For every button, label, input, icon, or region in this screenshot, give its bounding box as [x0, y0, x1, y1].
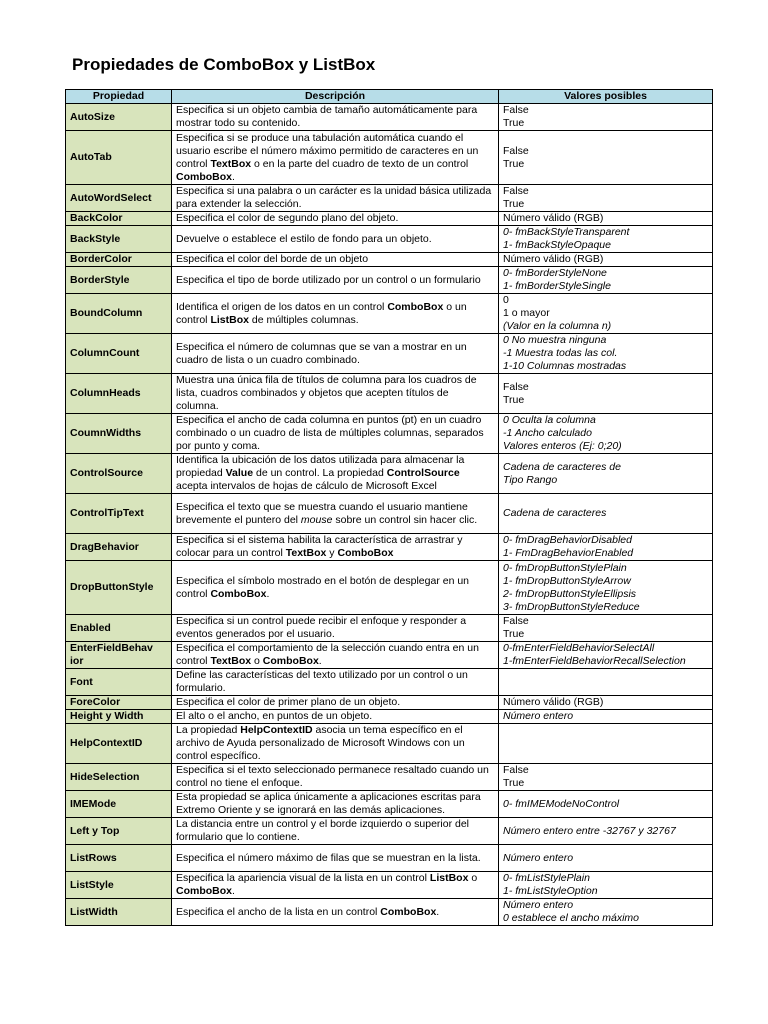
description-text: ControlSource [386, 467, 460, 479]
description-text: TextBox [210, 655, 252, 667]
value-line: 0-fmEnterFieldBehaviorSelectAll [503, 642, 655, 654]
table-row [66, 494, 713, 534]
description-text: ComboBox [176, 885, 232, 897]
property-values [499, 294, 713, 334]
value-line: False [503, 615, 529, 627]
value-line: True [503, 117, 525, 129]
value-line: True [503, 157, 525, 170]
description-text: . [232, 170, 235, 183]
property-description [172, 696, 499, 710]
value-line: True [503, 777, 525, 789]
property-description [172, 253, 499, 267]
value-line: True [503, 198, 525, 210]
property-description [172, 131, 499, 185]
value-line: 1- FmDragBehaviorEnabled [503, 547, 634, 559]
property-values [499, 534, 713, 561]
description-text: Especifica el número máximo de filas que se muestran en la lista. [176, 851, 481, 864]
value-line: 0- fmListStylePlain [503, 872, 590, 884]
property-description [172, 764, 499, 791]
value-line: 0- fmBorderStyleNone [503, 267, 607, 279]
table-row [66, 872, 713, 899]
description-text: ComboBox [210, 587, 267, 600]
value-line: True [503, 393, 525, 406]
value-line: 0 Oculta la columna [503, 414, 596, 426]
property-name: Font [66, 669, 172, 696]
value-line: 0- fmBackStyleTransparent [503, 226, 630, 238]
property-description [172, 845, 499, 872]
value-line: 0- fmDragBehaviorDisabled [503, 534, 632, 546]
description-text: Especifica el color de primer plano de un objeto. [176, 696, 401, 708]
table-row [66, 131, 713, 185]
description-text: Devuelve o establece el estilo de fondo para un objeto. [176, 232, 432, 245]
property-name: BackColor [66, 212, 172, 226]
description-text: TextBox [210, 157, 252, 170]
value-line: 0 [503, 294, 509, 306]
property-name: CoumnWidths [66, 414, 172, 454]
value-line: Número válido (RGB) [503, 212, 604, 224]
header-valores: Valores posibles [499, 90, 713, 104]
property-values [499, 845, 713, 872]
table-row [66, 561, 713, 615]
description-text: Muestra una única fila de títulos de columna para los cuadros de lista, cuadros combinados y objetos que acepten títulos de columna. [176, 374, 477, 412]
property-values [499, 710, 713, 724]
property-values [499, 899, 713, 926]
description-text: Identifica el origen de los datos en un control [176, 300, 388, 313]
property-values [499, 267, 713, 294]
property-name: ControlTipText [66, 494, 172, 534]
value-line: Cadena de caracteres de [503, 460, 621, 473]
description-text: . [266, 587, 270, 600]
description-text: o en la parte del cuadro de texto de un control [251, 157, 469, 170]
description-text: Especifica el texto que se muestra cuando el usuario mantiene brevemente el puntero del [176, 500, 468, 526]
property-name: BoundColumn [66, 294, 172, 334]
table-row [66, 724, 713, 764]
description-text: . [232, 885, 235, 897]
property-values [499, 615, 713, 642]
property-values [499, 212, 713, 226]
property-name: ListWidth [66, 899, 172, 926]
property-name: ControlSource [66, 454, 172, 494]
value-line: False [503, 764, 529, 776]
table-row [66, 267, 713, 294]
value-line: Tipo Rango [503, 473, 558, 486]
value-line: 1 o mayor [503, 307, 550, 319]
property-name: AutoTab [66, 131, 172, 185]
property-name: IMEMode [66, 791, 172, 818]
property-values [499, 226, 713, 253]
description-text: ListBox [210, 313, 249, 326]
description-text: Identifica la ubicación de los datos utilizada para almacenar la propiedad [176, 454, 465, 479]
property-description [172, 212, 499, 226]
property-description [172, 818, 499, 845]
table-row [66, 615, 713, 642]
property-description [172, 899, 499, 926]
value-line: False [503, 380, 529, 393]
property-description [172, 669, 499, 696]
property-description [172, 104, 499, 131]
property-name: DropButtonStyle [66, 561, 172, 615]
value-line: 1-fmEnterFieldBehaviorRecallSelection [503, 655, 686, 667]
table-row [66, 696, 713, 710]
value-line: 1-10 Columnas mostradas [503, 360, 627, 372]
property-description [172, 494, 499, 534]
property-values [499, 764, 713, 791]
property-values [499, 669, 713, 696]
property-name: DragBehavior [66, 534, 172, 561]
description-text: Especifica si una palabra o un carácter es la unidad básica utilizada para extender la selección. [176, 185, 492, 210]
property-values [499, 642, 713, 669]
header-propiedad: Propiedad [66, 90, 172, 104]
property-name: Enabled [66, 615, 172, 642]
description-text: ComboBox [337, 547, 394, 559]
description-text: Especifica si el sistema habilita la característica de arrastrar y colocar para un control [176, 534, 463, 559]
description-text: y [326, 547, 338, 559]
description-text: Especifica si el texto seleccionado permanece resaltado cuando un control no tiene el enfoque. [176, 764, 489, 789]
property-description [172, 724, 499, 764]
description-text: Especifica el ancho de cada columna en puntos (pt) en un cuadro combinado o un cuadro de lista de múltiples columnas, separados por punto y coma. [176, 414, 484, 452]
value-line: False [503, 104, 529, 116]
description-text: ComboBox [380, 905, 437, 918]
property-name: ListStyle [66, 872, 172, 899]
description-text: Define las características del texto utilizado por un control o un formulario. [176, 669, 468, 694]
description-text: Especifica el comportamiento de la selección cuando entra en un control [176, 642, 479, 667]
table-row [66, 791, 713, 818]
table-row [66, 212, 713, 226]
property-name-part: EnterFieldBehav [70, 642, 153, 654]
property-name: ColumnCount [66, 334, 172, 374]
description-text: o [251, 655, 263, 667]
value-line: 0- fmDropButtonStylePlain [503, 561, 627, 574]
property-description [172, 414, 499, 454]
description-text: Especifica si se produce una tabulación automática cuando el usuario escribe el número máximo permitido de caracteres en un control [176, 131, 479, 170]
table-row [66, 374, 713, 414]
property-values [499, 414, 713, 454]
property-description [172, 185, 499, 212]
table-row [66, 710, 713, 724]
table-row [66, 185, 713, 212]
description-text: TextBox [285, 547, 327, 559]
property-values [499, 454, 713, 494]
property-values [499, 696, 713, 710]
value-line: Número entero [503, 710, 574, 722]
table-row [66, 294, 713, 334]
property-name-part: ior [70, 655, 84, 667]
description-text: La distancia entre un control y el borde izquierdo o superior del formulario que lo contiene. [176, 818, 470, 843]
description-text: Especifica el ancho de la lista en un control [176, 905, 381, 918]
value-line: Número entero [503, 851, 574, 864]
description-text: . [318, 655, 322, 667]
property-name: BorderStyle [66, 267, 172, 294]
property-description [172, 454, 499, 494]
table-row [66, 414, 713, 454]
property-description [172, 267, 499, 294]
value-line: Número entero [503, 899, 574, 911]
value-line: -1 Ancho calculado [503, 427, 592, 439]
table-row [66, 845, 713, 872]
value-line: Valores enteros (Ej: 0;20) [503, 440, 622, 452]
description-text: Especifica la apariencia visual de la lista en un control [176, 872, 430, 884]
table-row [66, 253, 713, 267]
property-name: BackStyle [66, 226, 172, 253]
value-line: 0- fmIMEModeNoControl [503, 797, 620, 810]
property-description [172, 334, 499, 374]
property-description [172, 642, 499, 669]
value-line: Número válido (RGB) [503, 253, 604, 265]
description-text: Especifica el color del borde de un objeto [176, 253, 369, 265]
value-line: False [503, 144, 529, 157]
description-text: Especifica el tipo de borde utilizado por un control o un formulario [176, 273, 481, 286]
property-name: AutoSize [66, 104, 172, 131]
table-row [66, 899, 713, 926]
property-values [499, 253, 713, 267]
header-descripcion: Descripción [172, 90, 499, 104]
description-text: de múltiples columnas. [248, 313, 359, 326]
table-row [66, 334, 713, 374]
property-description [172, 294, 499, 334]
description-text: El alto o el ancho, en puntos de un objeto. [176, 710, 373, 722]
property-description [172, 374, 499, 414]
property-description [172, 561, 499, 615]
description-text: ComboBox [387, 300, 444, 313]
description-text: o un control [176, 300, 467, 326]
property-values [499, 494, 713, 534]
value-line: Número válido (RGB) [503, 696, 604, 708]
value-line: 1- fmListStyleOption [503, 885, 598, 897]
table-row [66, 669, 713, 696]
property-values [499, 185, 713, 212]
property-values [499, 104, 713, 131]
description-text: mouse [300, 513, 333, 526]
property-description [172, 872, 499, 899]
description-text: asocia un tema específico en el archivo de Ayuda personalizado de Microsoft Windows con un control específico. [176, 724, 465, 762]
description-text: Especifica el símbolo mostrado en el botón de desplegar en un control [176, 574, 470, 600]
value-line: 1- fmBackStyleOpaque [503, 239, 611, 251]
value-line: False [503, 185, 529, 197]
description-text: Especifica si un objeto cambia de tamaño automáticamente para mostrar todo su contenido. [176, 104, 478, 129]
value-line: 3- fmDropButtonStyleReduce [503, 600, 640, 613]
property-name: ForeColor [66, 696, 172, 710]
table-row [66, 642, 713, 669]
description-text: o [468, 872, 478, 884]
description-text: acepta intervalos de hojas de cálculo de Microsoft Excel [176, 480, 437, 492]
description-text: Value [225, 467, 254, 479]
property-description [172, 615, 499, 642]
description-text: . [436, 905, 440, 918]
description-text: ComboBox [262, 655, 319, 667]
table-header-row [66, 90, 713, 104]
value-line: True [503, 628, 525, 640]
value-line: 1- fmBorderStyleSingle [503, 280, 611, 292]
table-row [66, 226, 713, 253]
property-name: Left y Top [66, 818, 172, 845]
value-line: 0 No muestra ninguna [503, 334, 607, 346]
description-text: Especifica el color de segundo plano del objeto. [176, 212, 399, 224]
value-line: (Valor en la columna n) [503, 320, 612, 332]
property-name: AutoWordSelect [66, 185, 172, 212]
table-row [66, 454, 713, 494]
page-title: Propiedades de ComboBox y ListBox [72, 55, 376, 74]
property-values [499, 131, 713, 185]
property-name [66, 642, 172, 669]
property-values [499, 872, 713, 899]
property-name: BorderColor [66, 253, 172, 267]
description-text: La propiedad [176, 724, 241, 736]
property-name: HelpContextID [66, 724, 172, 764]
property-values [499, 791, 713, 818]
properties-table [65, 89, 713, 926]
value-line: Número entero entre -32767 y 32767 [503, 824, 676, 837]
property-values [499, 334, 713, 374]
property-description [172, 710, 499, 724]
description-text: Especifica el número de columnas que se van a mostrar en un cuadro de lista o un cuadro combinado. [176, 340, 467, 366]
value-line: Cadena de caracteres [503, 507, 607, 519]
value-line: 1- fmDropButtonStyleArrow [503, 574, 631, 587]
property-name: HideSelection [66, 764, 172, 791]
description-text: de un control. La propiedad [253, 467, 387, 479]
property-description [172, 534, 499, 561]
description-text: HelpContextID [240, 724, 313, 736]
table-row [66, 764, 713, 791]
property-description [172, 791, 499, 818]
property-values [499, 724, 713, 764]
value-line: 0 establece el ancho máximo [503, 912, 639, 924]
property-values [499, 561, 713, 615]
property-description [172, 226, 499, 253]
property-name: ListRows [66, 845, 172, 872]
table-row [66, 104, 713, 131]
description-text: Especifica si un control puede recibir el enfoque y responder a eventos generados por el usuario. [176, 615, 467, 640]
description-text: Esta propiedad se aplica únicamente a aplicaciones escritas para Extremo Oriente y se ignorará en las demás aplicaciones. [176, 791, 481, 816]
description-text: sobre un control sin hacer clic. [332, 513, 478, 526]
property-values [499, 374, 713, 414]
value-line: -1 Muestra todas las col. [503, 347, 618, 359]
value-line: 2- fmDropButtonStyleEllipsis [503, 587, 637, 600]
property-name: Height y Width [66, 710, 172, 724]
description-text: ComboBox [176, 170, 232, 183]
property-name: ColumnHeads [66, 374, 172, 414]
table-row [66, 534, 713, 561]
description-text: ListBox [429, 872, 469, 884]
table-row [66, 818, 713, 845]
property-values [499, 818, 713, 845]
